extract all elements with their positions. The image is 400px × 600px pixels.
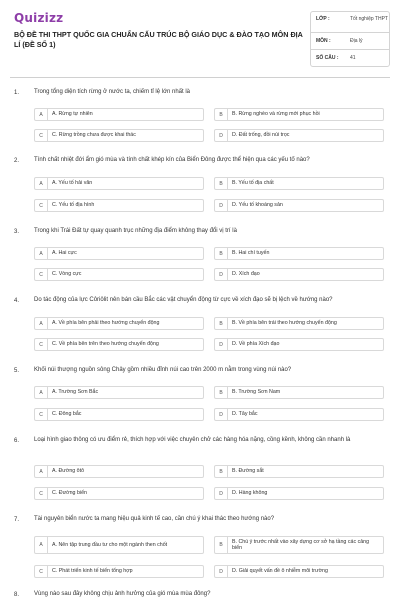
option-letter: D [215,339,228,350]
answer-option[interactable] [214,465,384,478]
option-letter: B [215,387,228,398]
answer-option[interactable] [214,317,384,330]
question-text: Trong khi Trái Đất tự quay quanh trục những địa điểm không thay đổi vị trí là [34,228,237,234]
option-letter: A [35,537,48,553]
question-number: 5. [14,368,20,374]
option-letter: D [215,409,228,420]
option-text: A. Đường ôtô [52,468,85,475]
question-text: Tài nguyên biển nước ta mang hiệu quả kinh tế cao, cần chú ý khai thác theo hướng nào? [34,516,275,522]
answer-option[interactable] [34,108,204,121]
answer-option[interactable] [214,268,384,281]
option-text: C. Rừng trồng chưa được khai thác [52,132,136,139]
meta-subject-label: MÔN : [316,38,331,44]
option-text: B. Yếu tố địa chất [232,180,274,187]
answer-option[interactable] [34,129,204,142]
meta-count-value: 41 [350,55,356,61]
option-text: B. Trường Sơn Nam [232,389,281,396]
option-letter: A [35,318,48,329]
worksheet-meta-box [310,11,390,67]
answer-option[interactable] [34,338,204,351]
header-divider [10,77,390,78]
option-letter: B [215,537,228,553]
answer-option[interactable] [214,199,384,212]
question-text: Loại hình giao thông có ưu điểm rẻ, thích hợp với việc chuyên chở các hàng hóa nặng, cồng kềnh, không cần nhanh là [34,437,351,443]
meta-divider [311,32,389,33]
question-text: Do tác động của lực Côriôlit nên bán cầu Bắc các vật chuyển động từ cực về xích đạo sẽ bị lệch về hướng nào? [34,297,333,303]
option-text: C. Về phía bên trên theo hướng chuyển động [52,341,159,348]
option-text: B. Chú ý trước nhất vào xây dựng cơ sở hạ tầng các cảng biển [232,538,370,551]
option-letter: C [35,409,48,420]
option-text: D. Về phía Xích đạo [232,341,280,348]
option-text: C. Phát triển kinh tế biển tổng hợp [52,568,133,575]
option-text: B. Đường sắt [232,468,264,475]
answer-option[interactable] [214,408,384,421]
question-number: 3. [14,229,20,235]
answer-option[interactable] [214,247,384,260]
option-letter: A [35,466,48,477]
question-text: Trong tổng diện tích rừng ở nước ta, chiếm tỉ lệ lớn nhất là [34,89,191,95]
meta-count-label: SỐ CÂU : [316,55,339,61]
option-text: C. Đường biển [52,490,87,497]
answer-option[interactable] [214,129,384,142]
quizizz-logo: Quizizz [14,11,64,25]
option-letter: D [215,269,228,280]
option-letter: B [215,178,228,189]
option-letter: C [35,566,48,577]
option-text: A. Về phía bên phải theo hướng chuyển động [52,320,160,327]
answer-option[interactable] [214,487,384,500]
meta-class-value: Tốt nghiệp THPT [350,16,388,22]
option-letter: D [215,200,228,211]
option-text: A. Trường Sơn Bắc [52,389,99,396]
option-text: B. Về phía bên trái theo hướng chuyển động [232,320,337,327]
option-text: D. Yếu tố khoáng sản [232,202,283,209]
option-letter: B [215,109,228,120]
option-text: A. Rừng tự nhiên [52,111,93,118]
question-text: Tính chất nhiệt đới ẩm gió mùa và tính chất khép kín của Biển Đông được thể hiện qua các yếu tố nào? [34,157,310,163]
question-text: Khối núi thượng nguồn sông Chảy gồm nhiều đỉnh núi cao trên 2000 m nằm trong vùng núi nào? [34,367,292,373]
answer-option[interactable] [34,408,204,421]
option-text: D. Xích đạo [232,271,260,278]
meta-divider [311,49,389,50]
answer-option[interactable] [214,536,384,554]
option-text: D. Tây bắc [232,411,258,418]
option-letter: A [35,248,48,259]
answer-option[interactable] [34,317,204,330]
option-text: C. Đông bắc [52,411,82,418]
question-number: 1. [14,90,20,96]
option-letter: D [215,130,228,141]
question-number: 8. [14,592,20,598]
option-text: A. Nên tập trung đầu tư cho một ngành then chốt [52,541,168,548]
option-text: A. Yếu tố hải văn [52,180,93,187]
option-letter: A [35,109,48,120]
option-letter: B [215,466,228,477]
question-number: 7. [14,517,20,523]
meta-class-label: LỚP : [316,16,330,22]
option-text: D. Hàng không [232,490,268,497]
question-number: 4. [14,298,20,304]
option-letter: C [35,339,48,350]
option-letter: B [215,318,228,329]
answer-option[interactable] [34,247,204,260]
option-letter: B [215,248,228,259]
option-letter: D [215,566,228,577]
answer-option[interactable] [214,177,384,190]
option-letter: C [35,488,48,499]
answer-option[interactable] [34,536,204,554]
answer-option[interactable] [214,565,384,578]
question-number: 2. [14,158,20,164]
option-text: D. Đất trống, đồi núi trọc [232,132,290,139]
option-text: C. Vòng cực [52,271,82,278]
option-text: B. Rừng nghèo và rừng mới phục hồi [232,111,320,118]
worksheet-title: BỘ ĐỀ THI THPT QUỐC GIA CHUẨN CẤU TRÚC BỘ GIÁO DỤC & ĐÀO TẠO MÔN ĐỊA LÍ (ĐỀ SỐ 1) [14,30,303,49]
answer-option[interactable] [34,565,204,578]
option-text: A. Hai cực [52,250,77,257]
option-letter: A [35,178,48,189]
answer-option[interactable] [34,177,204,190]
answer-option[interactable] [34,199,204,212]
option-letter: C [35,130,48,141]
question-number: 6. [14,438,20,444]
option-text: D. Giải quyết vấn đề ô nhiễm môi trường [232,568,328,575]
answer-option[interactable] [34,268,204,281]
answer-option[interactable] [214,338,384,351]
meta-subject-value: Địa lý [350,38,363,44]
option-text: C. Yếu tố địa hình [52,202,95,209]
answer-option[interactable] [34,386,204,399]
answer-option[interactable] [214,108,384,121]
option-letter: D [215,488,228,499]
answer-option[interactable] [34,465,204,478]
question-text: Vùng nào sau đây không chịu ảnh hưởng của gió mùa mùa đông? [34,591,211,597]
option-letter: A [35,387,48,398]
answer-option[interactable] [214,386,384,399]
option-letter: C [35,200,48,211]
option-letter: C [35,269,48,280]
option-text: B. Hai chí tuyến [232,250,270,257]
answer-option[interactable] [34,487,204,500]
